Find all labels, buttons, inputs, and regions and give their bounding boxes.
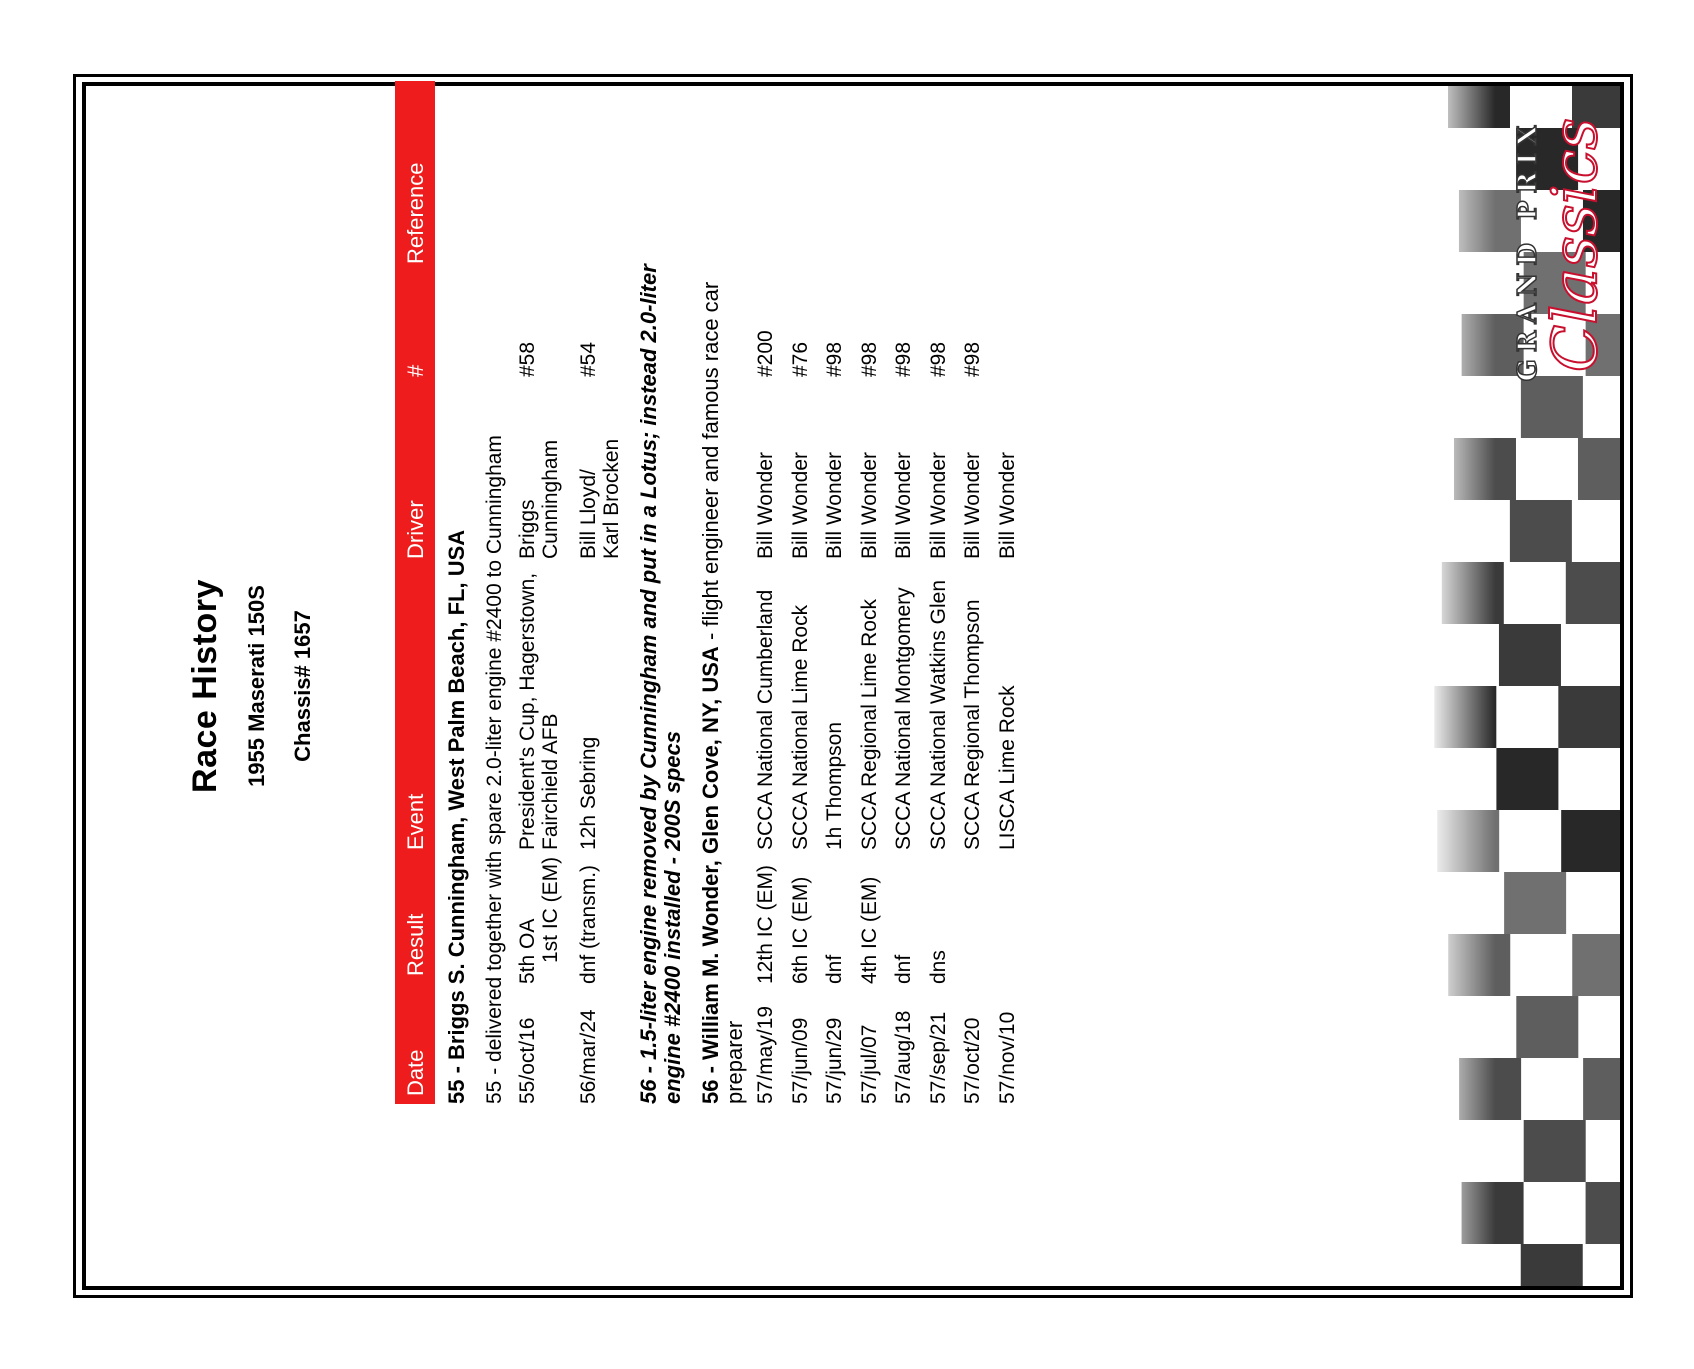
cell-number: #58 [516, 341, 539, 377]
cell-result: dns [926, 950, 950, 984]
cell-driver: Karl Brocken [600, 438, 623, 559]
cell-event: LISCA Lime Rock [995, 685, 1019, 850]
cell-event: SCCA National Cumberland [754, 589, 777, 850]
owner2-name: 56 - William M. Wonder, Glen Cove, NY, USA [698, 646, 723, 1104]
logo-line2: Classics [1538, 117, 1611, 373]
cell-number: #98 [926, 341, 950, 377]
cell-date: 57/nov/10 [995, 1011, 1019, 1104]
chassis-number: Chassis# 1657 [290, 610, 315, 762]
owner1-note: 55 - delivered together with spare 2.0-liter engine #2400 to Cunningham [483, 435, 506, 1104]
cell-date: 56/mar/24 [577, 1009, 600, 1104]
cell-driver: Bill Wonder [754, 452, 777, 559]
cell-event: SCCA National Montgomery [892, 587, 915, 850]
document-content [82, 82, 1624, 1290]
cell-event: SCCA National Watkins Glen [926, 580, 950, 850]
cell-date: 55/oct/16 [516, 1017, 539, 1104]
cell-driver: Bill Wonder [788, 452, 812, 559]
col-date: Date [403, 1049, 428, 1096]
cell-driver: Cunningham [539, 439, 562, 559]
cell-date: 57/sep/21 [926, 1011, 950, 1104]
cell-driver: Bill Wonder [892, 452, 915, 559]
engine-note-line2: engine #2400 installed - 200S specs [660, 731, 685, 1104]
col-event: Event [403, 793, 428, 850]
cell-number: #200 [754, 330, 777, 377]
owner1-heading: 55 - Briggs S. Cunningham, West Palm Beach, FL, USA [444, 529, 469, 1104]
cell-date: 57/may/19 [754, 1005, 777, 1104]
cell-result: 5th OA [516, 918, 539, 984]
cell-result: dnf [823, 954, 846, 984]
cell-date: 57/oct/20 [961, 1017, 984, 1104]
cell-number: #54 [577, 341, 600, 377]
cell-number: #76 [788, 341, 812, 377]
cell-event: SCCA National Lime Rock [788, 604, 812, 850]
cell-event: SCCA Regional Lime Rock [857, 599, 881, 850]
table-header [395, 81, 435, 1104]
col-number: # [403, 364, 428, 377]
cell-result: 4th IC (EM) [857, 876, 881, 984]
cell-result: 1st IC (EM) [539, 856, 562, 963]
cell-result: 6th IC (EM) [788, 876, 812, 984]
owner2-description: - flight engineer and famous race car [698, 281, 723, 647]
owner2-heading [699, 104, 747, 1104]
cell-date: 57/aug/18 [892, 1010, 915, 1104]
cell-event: 1h Thompson [823, 721, 846, 850]
car-model: 1955 Maserati 150S [244, 585, 269, 787]
cell-driver: Bill Lloyd/ [577, 469, 600, 559]
col-driver: Driver [403, 500, 428, 559]
cell-driver: Briggs [516, 499, 539, 559]
cell-event: 12h Sebring [577, 736, 600, 850]
owner2-description-cont: preparer [722, 1020, 747, 1104]
cell-event: Fairchield AFB [539, 713, 562, 850]
cell-result: 12th IC (EM) [754, 864, 777, 984]
col-reference: Reference [403, 162, 428, 264]
cell-result: dnf [892, 954, 915, 984]
page-title: Race History [186, 579, 224, 793]
cell-result: dnf (transm.) [577, 864, 600, 984]
cell-number: #98 [892, 341, 915, 377]
cell-date: 57/jul/07 [857, 1024, 881, 1104]
cell-date: 57/jun/29 [823, 1017, 846, 1104]
cell-event: President's Cup, Hagerstown, [516, 572, 539, 850]
logo-line1: GRAND PRIX [1513, 118, 1543, 382]
cell-driver: Bill Wonder [995, 452, 1019, 559]
engine-note-line1: 56 - 1.5-liter engine removed by Cunningham and put in a Lotus; instead 2.0-liter [636, 264, 661, 1104]
cell-driver: Bill Wonder [823, 452, 846, 559]
engine-note [637, 104, 685, 1104]
cell-driver: Bill Wonder [857, 452, 881, 559]
cell-driver: Bill Wonder [961, 452, 984, 559]
col-result: Result [403, 913, 428, 976]
cell-number: #98 [823, 341, 846, 377]
cell-number: #98 [961, 341, 984, 377]
cell-driver: Bill Wonder [926, 452, 950, 559]
cell-number: #98 [857, 341, 881, 377]
cell-date: 57/jun/09 [788, 1017, 812, 1104]
cell-event: SCCA Regional Thompson [961, 599, 984, 850]
